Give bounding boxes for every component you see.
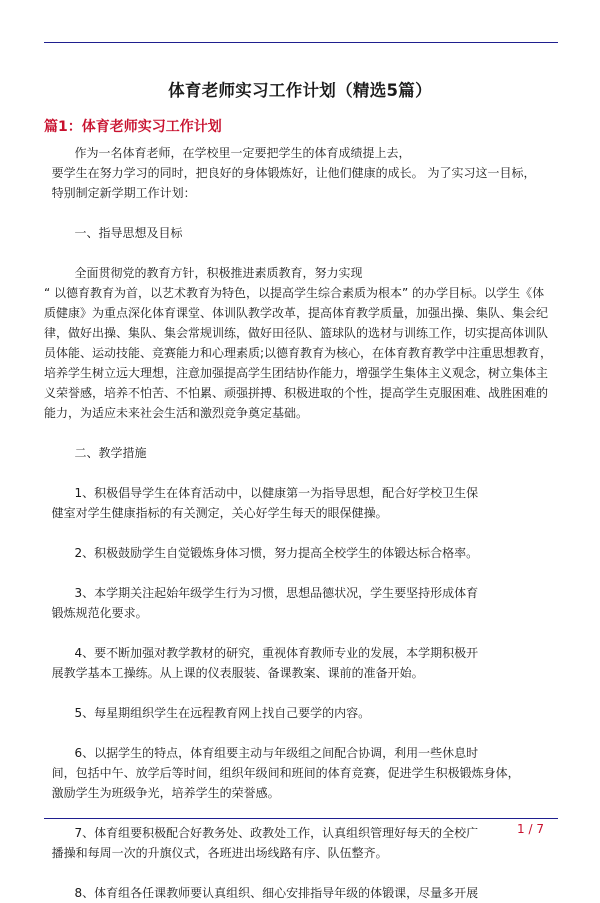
intro-line: 要学生在努力学习的同时，把良好的身体锻炼好，让他们健康的成长。 为了实习这一目标， xyxy=(44,166,536,180)
paragraph-line: 全面贯彻党的教育方针，积极推进素质教育，努力实现 xyxy=(44,266,363,280)
header-rule xyxy=(44,42,558,43)
list-item-line: 2、积极鼓励学生自觉锻炼身体习惯，努力提高全校学生的体锻达标合格率。 xyxy=(44,546,479,560)
paragraph-line: 员体能、运动技能、竞赛能力和心理素质;以德育教育为核心，在体育教育教学中注重思想教育， xyxy=(44,346,553,360)
list-item-line: 4、要不断加强对教学教材的研究，重视体育教师专业的发展，本学期积极开 xyxy=(44,646,479,660)
section-heading: 二、教学措施 xyxy=(44,446,147,460)
page-number: 1 / 7 xyxy=(517,822,544,836)
list-item-line: 健室对学生健康指标的有关测定，关心好学生每天的眼保健操。 xyxy=(44,506,388,520)
list-item-line: 7、体育组要积极配合好教务处、政教处工作，认真组织管理好每天的全校广 xyxy=(44,826,479,840)
paragraph-line: 能力，为适应未来社会生活和激烈竞争奠定基础。 xyxy=(44,406,309,420)
intro-line: 作为一名体育老师，在学校里一定要把学生的体育成绩提上去， xyxy=(44,146,411,160)
list-item-line: 1、积极倡导学生在体育活动中，以健康第一为指导思想，配合好学校卫生保 xyxy=(44,486,479,500)
section-subtitle: 篇1：体育老师实习工作计划 xyxy=(44,119,222,135)
footer-rule xyxy=(44,818,558,819)
list-item-line: 6、以据学生的特点，体育组要主动与年级组之间配合协调，利用一些休息时 xyxy=(44,746,479,760)
section-heading: 一、指导思想及目标 xyxy=(44,226,183,240)
list-item-line: 播操和每周一次的升旗仪式，各班进出场线路有序、队伍整齐。 xyxy=(44,846,388,860)
list-item-line: 5、每星期组织学生在远程教育网上找自己要学的内容。 xyxy=(44,706,371,720)
paragraph-line: 律，做好出操、集队、集会常规训练，做好田径队、篮球队的选材与训练工作，切实提高体训队 xyxy=(44,326,549,340)
document-title: 体育老师实习工作计划（精选5篇） xyxy=(168,81,432,100)
intro-line: 特别制定新学期工作计划： xyxy=(44,186,196,200)
paragraph-line: 义荣誉感，培养不怕苦、不怕累、顽强拼搏、积极进取的个性，提高学生克服困难、战胜困难的 xyxy=(44,386,549,400)
list-item-line: 激励学生为班级争光，培养学生的荣誉感。 xyxy=(44,786,280,800)
list-item-line: 8、体育组各任课教师要认真组织、细心安排指导年级的体锻课，尽量多开展 xyxy=(44,886,479,900)
paragraph-line: 质健康》为重点深化体育课堂、体训队教学改革，提高体育教学质量，加强出操、集队、集会纪 xyxy=(44,306,549,320)
list-item-line: 3、本学期关注起始年级学生行为习惯，思想品德状况，学生要坚持形成体育 xyxy=(44,586,479,600)
list-item-line: 锻炼规范化要求。 xyxy=(44,606,148,620)
paragraph-line: “ 以德育教育为首，以艺术教育为特色，以提高学生综合素质为根本” 的办学目标。以学生《体 xyxy=(44,286,545,300)
list-item-line: 展教学基本工操练。从上课的仪表服装、备课教案、课前的准备开始。 xyxy=(44,666,424,680)
document-body xyxy=(44,143,564,903)
list-item-line: 间，包括中午、放学后等时间，组织年级间和班间的体育竞赛，促进学生积极锻炼身体， xyxy=(44,766,520,780)
paragraph-line: 培养学生树立远大理想，注意加强提高学生团结协作能力，增强学生集体主义观念，树立集体主 xyxy=(44,366,549,380)
